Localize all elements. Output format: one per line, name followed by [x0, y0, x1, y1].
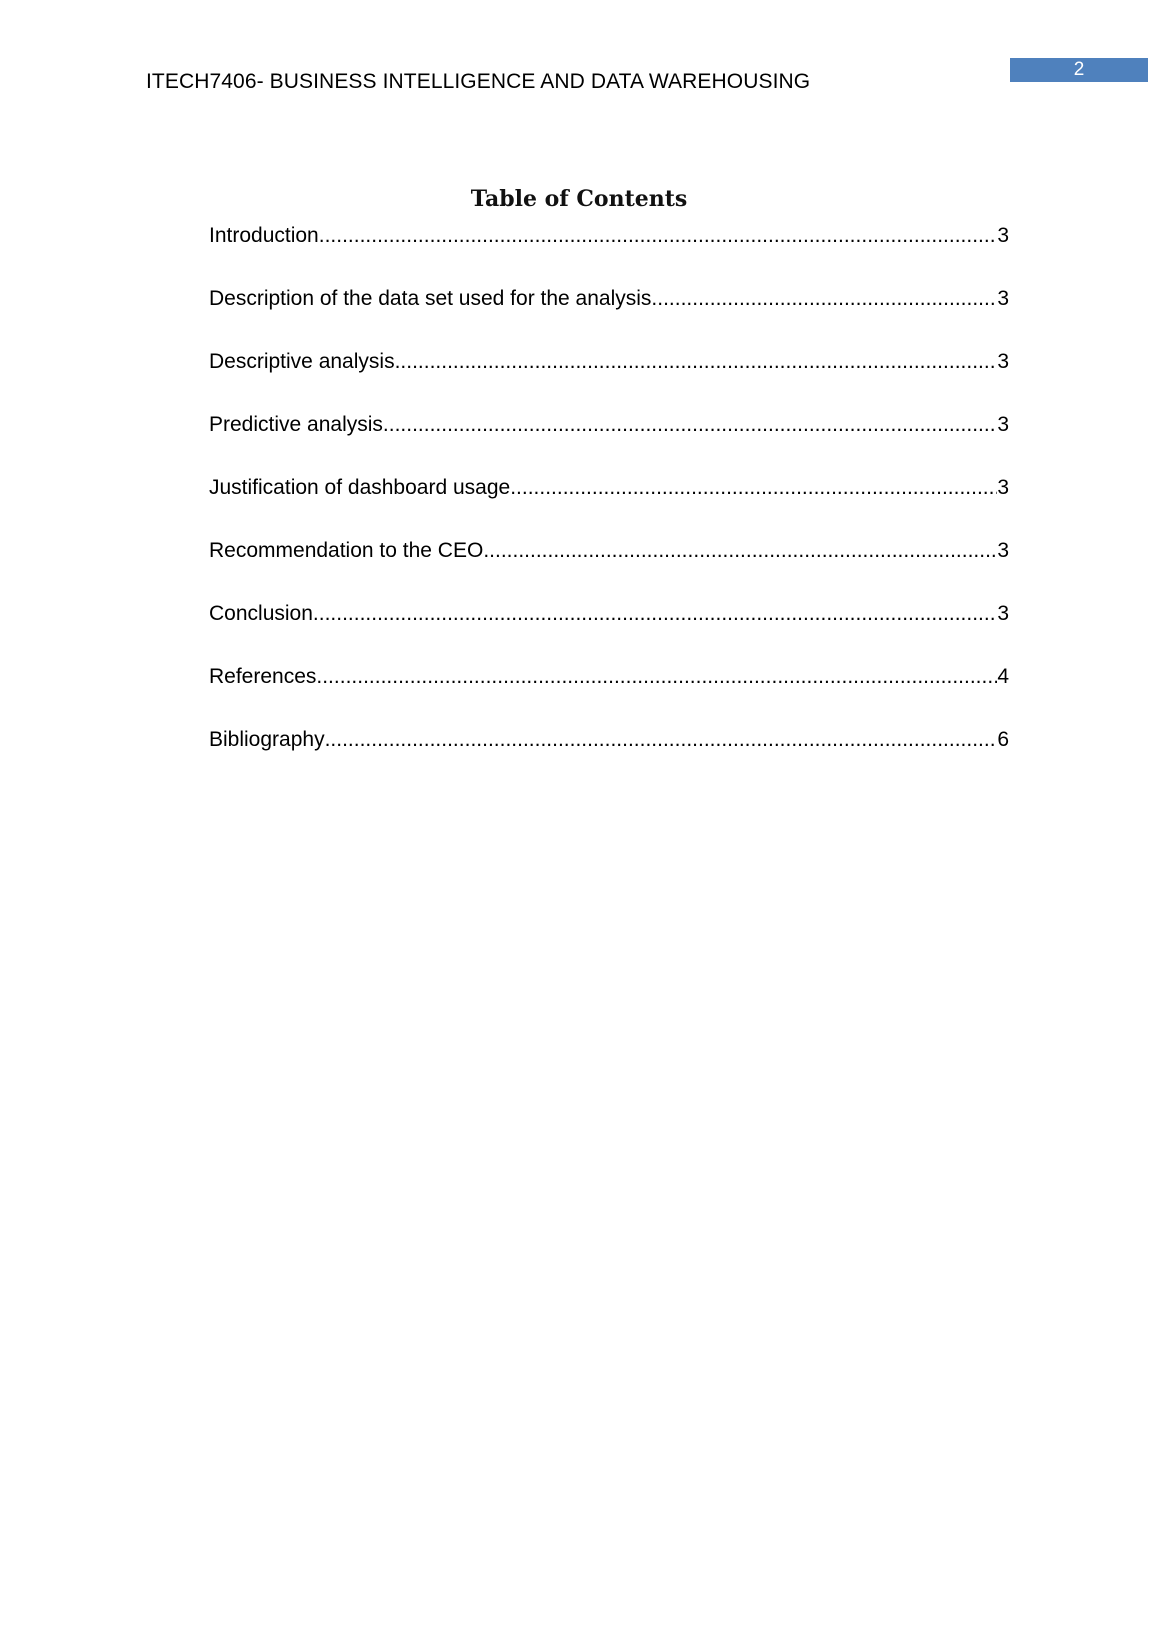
toc-entry-page: 3	[997, 602, 1009, 625]
toc-entry-page: 3	[997, 476, 1009, 499]
toc-entry-label: Bibliography	[209, 728, 325, 751]
toc-entry-dataset-description[interactable]	[209, 283, 1009, 346]
toc-entry-page: 3	[997, 224, 1009, 247]
toc-entry-page: 6	[997, 728, 1009, 751]
toc-dot-leader	[313, 598, 997, 629]
toc-dot-leader	[510, 472, 997, 503]
toc-entry-label: Justification of dashboard usage	[209, 476, 511, 499]
toc-heading: Table of Contents	[470, 186, 688, 212]
toc-entry-page: 3	[997, 287, 1009, 310]
toc-entry-label: Descriptive analysis	[209, 350, 395, 373]
toc-entry-page: 3	[997, 413, 1009, 436]
toc-entry-references[interactable]	[209, 661, 1009, 724]
toc-entry-label: Conclusion	[209, 602, 313, 625]
toc-dot-leader	[325, 724, 998, 755]
toc-entry-dashboard-justification[interactable]	[209, 472, 1009, 535]
toc-entry-predictive-analysis[interactable]	[209, 409, 1009, 472]
toc-entry-conclusion[interactable]	[209, 598, 1009, 661]
toc-entry-introduction[interactable]	[209, 220, 1009, 283]
toc-entry-label: Description of the data set used for the analysis	[209, 287, 652, 310]
toc-entry-page: 3	[997, 350, 1009, 373]
toc-entry-label: Predictive analysis	[209, 413, 383, 436]
toc-dot-leader	[651, 283, 997, 314]
toc-entry-page: 3	[997, 539, 1009, 562]
toc-entry-label: Introduction	[209, 224, 319, 247]
running-header-title: ITECH7406- BUSINESS INTELLIGENCE AND DATA WAREHOUSING	[146, 70, 811, 93]
toc-entry-page: 4	[997, 665, 1009, 688]
toc-dot-leader	[483, 535, 997, 566]
page-number-badge: 2	[1010, 58, 1148, 82]
table-of-contents	[209, 220, 1009, 787]
toc-dot-leader	[395, 346, 998, 377]
toc-entry-recommendation[interactable]	[209, 535, 1009, 598]
toc-dot-leader	[316, 661, 997, 692]
toc-dot-leader	[319, 220, 998, 251]
toc-entry-label: Recommendation to the CEO	[209, 539, 484, 562]
toc-entry-descriptive-analysis[interactable]	[209, 346, 1009, 409]
toc-entry-label: References	[209, 665, 317, 688]
toc-entry-bibliography[interactable]	[209, 724, 1009, 787]
toc-dot-leader	[383, 409, 997, 440]
